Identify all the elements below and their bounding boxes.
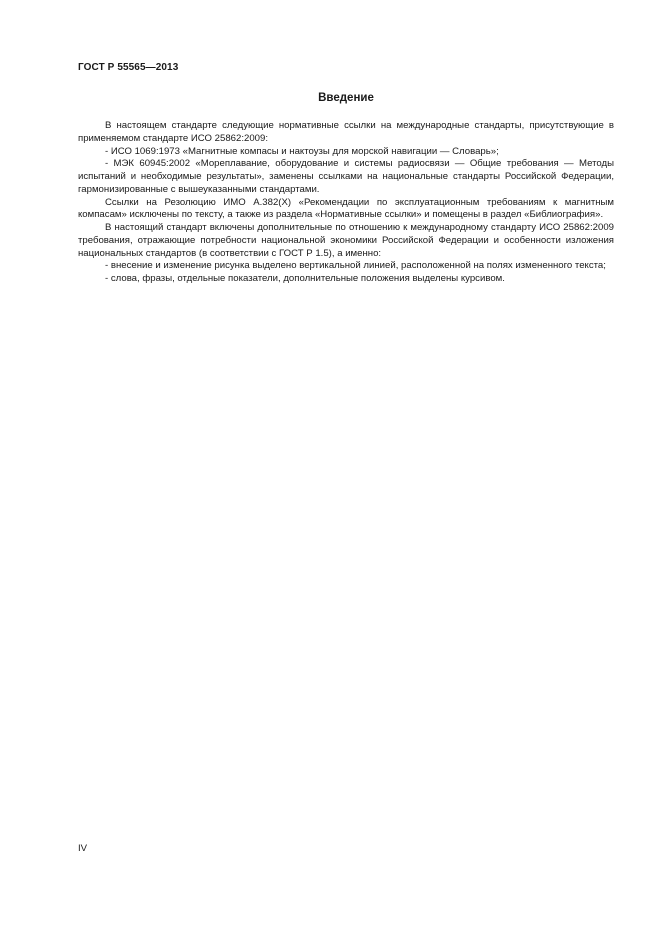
paragraph-italic: - слова, фразы, отдельные показатели, дополнительные положения выделены курсивом. [105, 273, 505, 284]
document-header-id: ГОСТ Р 55565—2013 [78, 62, 179, 73]
paragraph-iso-1069: - ИСО 1069:1973 «Магнитные компасы и нактоузы для морской навигации — Словарь»; [105, 145, 499, 157]
section-title: Введение [318, 92, 374, 104]
paragraph-iec-60945: - МЭК 60945:2002 «Мореплавание, оборудование и системы радиосвязи — Общие требования — Методы испытаний и необходимые результаты», заменены ссылками на национальные стандарты Российской Федерации, гармонизированные с вышеуказанными стандартами. [78, 158, 614, 195]
page-number: IV [78, 843, 88, 854]
section-body [78, 120, 614, 286]
paragraph-additional-requirements: В настоящий стандарт включены дополнительные по отношению к международному стандарту ИСО 25862:2009 требования, отражающие потребности национальной экономики Российской Федерации и особенности изложения национальных стандартов (в соответствии с ГОСТ Р 1.5), а именно: [78, 222, 614, 259]
paragraph-vertical-line: - внесение и изменение рисунка выделено вертикальной линией, расположенной на полях измененного текста; [105, 260, 606, 272]
paragraph-imo-reference: Ссылки на Резолюцию ИМО А.382(X) «Рекомендации по эксплуатационным требованиям к магнитным компасам» исключены по тексту, а также из раздела «Нормативные ссылки» и помещены в раздел «Библиография». [78, 196, 614, 221]
paragraph-intro: В настоящем стандарте следующие нормативные ссылки на международные стандарты, присутствующие в применяемом стандарте ИСО 25862:2009: [78, 120, 614, 144]
